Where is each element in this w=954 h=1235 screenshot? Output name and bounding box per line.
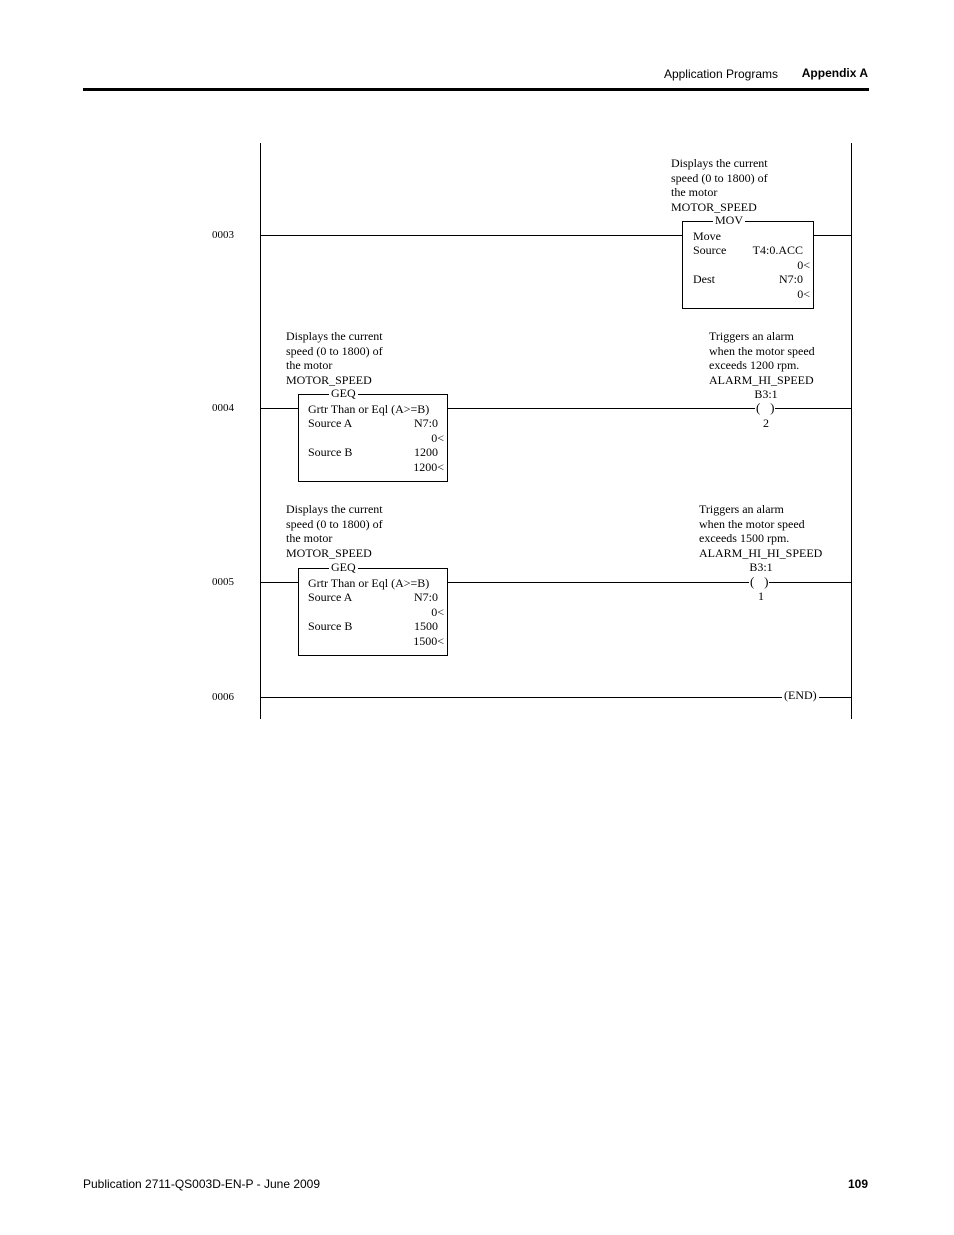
page-number: 109 (847, 1177, 868, 1191)
mov-mnemonic: MOV (715, 213, 744, 227)
rung-0005-comment: Displays the current speed (0 to 1800) of the motor MOTOR_SPEED (286, 502, 383, 560)
rung-number-0003: 0003 (212, 229, 234, 241)
coil-0005-address: B3:1 (749, 560, 773, 574)
geq-source-b-current: 1500< (413, 634, 444, 648)
end-instruction: (END) (784, 688, 817, 702)
geq-source-a-label: Source A (308, 416, 353, 430)
rung-wire-0003-right (813, 235, 851, 236)
running-header-section: Application Programs (663, 67, 778, 81)
geq-source-a-value: N7:0 (414, 416, 438, 430)
geq-source-a-value: N7:0 (414, 590, 438, 604)
geq-source-b-label: Source B (308, 445, 353, 459)
rung-number-0005: 0005 (212, 576, 234, 588)
mov-source-value: T4:0.ACC (752, 243, 803, 257)
rung-0003-comment: Displays the current speed (0 to 1800) of the motor MOTOR_SPEED (671, 156, 768, 214)
rung-number-0004: 0004 (212, 402, 234, 414)
coil-0004-comment: Triggers an alarm when the motor speed exceeds 1200 rpm. ALARM_HI_SPEED (709, 329, 815, 387)
mov-source-label: Source (693, 243, 727, 257)
rung-wire-0005-left (260, 582, 298, 583)
coil-0004-bit: 2 (763, 416, 769, 430)
geq-title: Grtr Than or Eql (A>=B) (308, 402, 430, 416)
right-power-rail (851, 143, 852, 719)
header-rule (83, 88, 869, 91)
rung-wire-0003-left (260, 235, 682, 236)
geq-instruction-block-1200 (298, 386, 448, 482)
footer-publication: Publication 2711-QS003D-EN-P - June 2009 (83, 1177, 321, 1191)
geq-source-b-label: Source B (308, 619, 353, 633)
mov-dest-label: Dest (693, 272, 715, 286)
geq-source-b-value: 1200 (414, 445, 438, 459)
geq-source-a-label: Source A (308, 590, 353, 604)
geq-source-b-current: 1200< (413, 460, 444, 474)
end-label: END (788, 688, 813, 702)
geq-title: Grtr Than or Eql (A>=B) (308, 576, 430, 590)
rung-wire-0006 (260, 697, 851, 698)
mov-dest-value: N7:0 (779, 272, 803, 286)
geq-source-a-current: 0< (431, 605, 444, 619)
rung-0004-comment: Displays the current speed (0 to 1800) of the motor MOTOR_SPEED (286, 329, 383, 387)
mov-dest-current: 0< (797, 287, 810, 301)
output-coil-0004: ( ) (756, 400, 775, 415)
geq-instruction-block-1500 (298, 560, 448, 656)
coil-0004-address: B3:1 (754, 387, 778, 401)
mov-instruction-block (682, 213, 814, 309)
mov-source-current: 0< (797, 258, 810, 272)
geq-source-b-value: 1500 (414, 619, 438, 633)
coil-0005-bit: 1 (758, 589, 764, 603)
rung-wire-0004-right (447, 408, 851, 409)
running-header-appendix: Appendix A (801, 66, 868, 80)
rung-number-0006: 0006 (212, 691, 234, 703)
geq-source-a-current: 0< (431, 431, 444, 445)
output-coil-0005: ( ) (750, 574, 769, 589)
left-power-rail (260, 143, 261, 719)
rung-wire-0004-left (260, 408, 298, 409)
geq-mnemonic: GEQ (331, 386, 356, 400)
mov-title: Move (693, 229, 721, 243)
geq-mnemonic: GEQ (331, 560, 356, 574)
rung-wire-0005-right (447, 582, 851, 583)
coil-0005-comment: Triggers an alarm when the motor speed exceeds 1500 rpm. ALARM_HI_HI_SPEED (699, 502, 823, 560)
